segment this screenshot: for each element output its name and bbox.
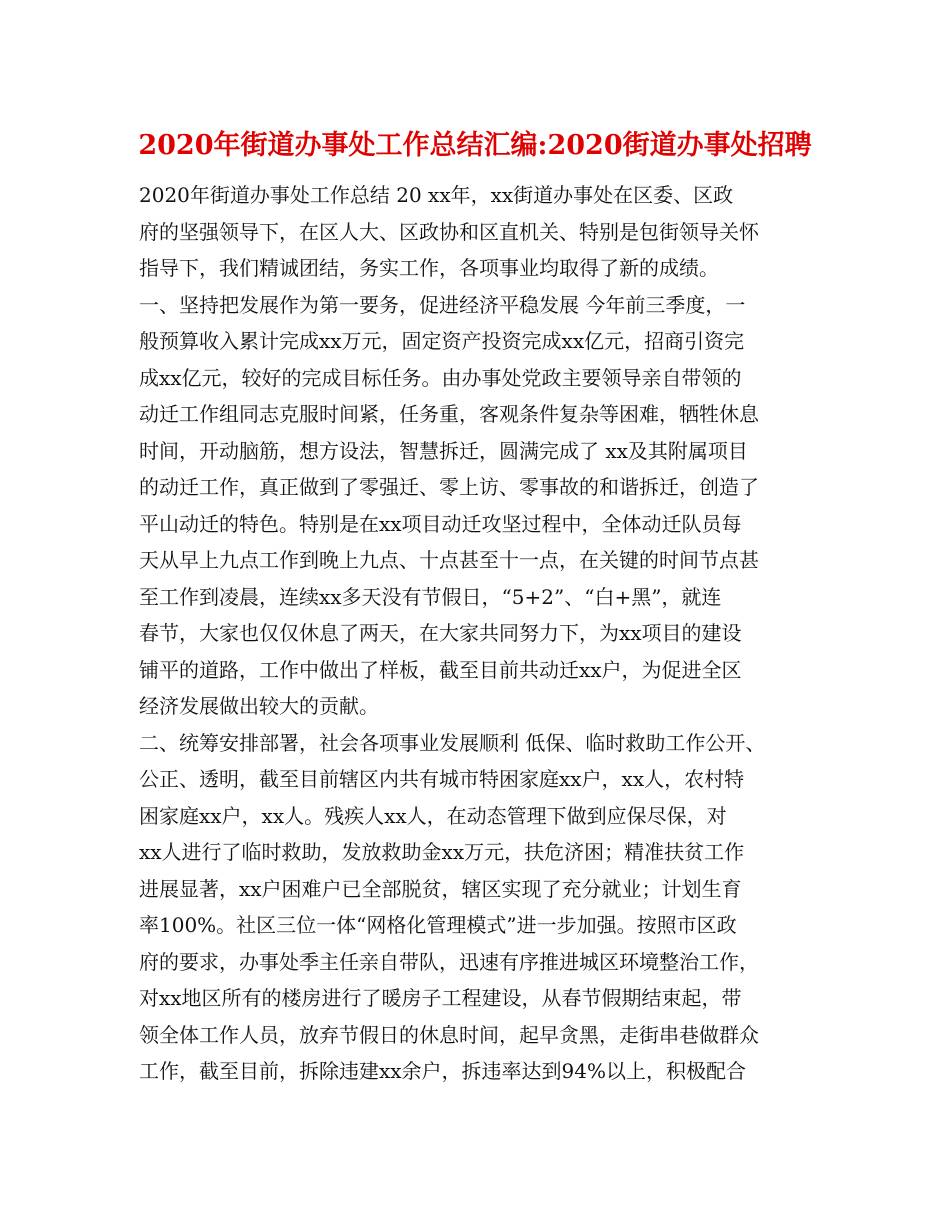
body-line: 春节，大家也仅仅休息了两天，在大家共同努力下，为xx项目的建设 [139,621,742,645]
body-line: 平山动迁的特色。特别是在xx项目动迁攻坚过程中，全体动迁队员每 [139,511,742,536]
body-line: 成xx亿元，较好的完成目标任务。由办事处党政主要领导亲自带领的 [139,365,742,390]
body-line: 进展显著，xx户困难户已全部脱贫，辖区实现了充分就业；计划生育 [139,876,742,901]
body-line: 动迁工作组同志克服时间紧，任务重，客观条件复杂等困难，牺牲休息 [139,402,759,426]
body-line: 经济发展做出较大的贡献。 [139,694,379,718]
body-line: 的动迁工作，真正做到了零强迁、零上访、零事故的和谐拆迁，创造了 [139,475,759,499]
body-line: 对xx地区所有的楼房进行了暖房子工程建设，从春节假期结束起，带 [139,986,742,1010]
body-line: 铺平的道路，工作中做出了样板，截至目前共动迁xx户，为促进全区 [139,657,742,682]
body-line: 困家庭xx户，xx人。残疾人xx人，在动态管理下做到应保尽保，对 [139,803,727,828]
body-line: 时间，开动脑筋，想方设法，智慧拆迁，圆满完成了 xx及其附属项目 [139,438,748,463]
body-line: 率100%。社区三位一体“网格化管理模式”进一步加强。按照市区政 [139,913,737,937]
body-line: 天从早上九点工作到晚上九点、十点甚至十一点，在关键的时间节点甚 [139,548,759,572]
body-line: 一、坚持把发展作为第一要务，促进经济平稳发展 今年前三季度，一 [139,292,746,317]
body-line: 领全体工作人员，放弃节假日的休息时间，起早贪黑，走街串巷做群众 [139,1022,759,1047]
body-line: 般预算收入累计完成xx万元，固定资产投资完成xx亿元，招商引资完 [139,329,745,353]
body-line: 府的坚强领导下，在区人大、区政协和区直机关、特别是包街领导关怀 [139,219,759,244]
body-line: 二、统筹安排部署，社会各项事业发展顺利 低保、临时救助工作公开、 [139,730,766,755]
document-body [139,177,819,1090]
body-line: 工作，截至目前，拆除违建xx余户，拆违率达到94%以上，积极配合 [139,1059,747,1083]
body-line: 府的要求，办事处季主任亲自带队，迅速有序推进城区环境整治工作， [139,949,759,974]
body-line: 2020年街道办事处工作总结 20 xx年，xx街道办事处在区委、区政 [139,183,734,207]
body-line: 至工作到凌晨，连续xx多天没有节假日，“5+2”、“白+黑”，就连 [139,584,722,609]
body-line: 指导下，我们精诚团结，务实工作，各项事业均取得了新的成绩。 [139,256,719,280]
body-line: xx人进行了临时救助，发放救助金xx万元，扶危济困；精准扶贫工作 [139,840,745,864]
document-title: 2020年街道办事处工作总结汇编:2020街道办事处招聘 [138,130,812,161]
body-line: 公正、透明，截至目前辖区内共有城市特困家庭xx户，xx人，农村特 [139,767,745,791]
